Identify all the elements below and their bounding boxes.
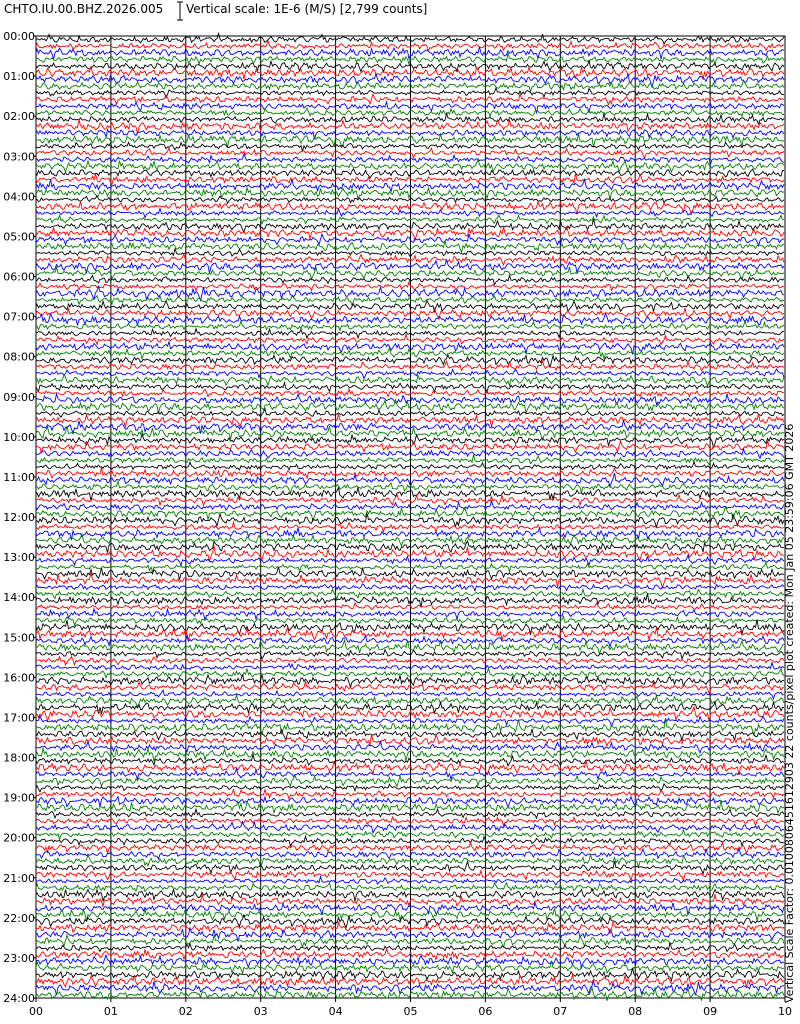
x-tick-label: 03 xyxy=(253,1005,268,1018)
x-tick-label: 07 xyxy=(553,1005,568,1018)
y-tick-label: 24:00 xyxy=(3,992,35,1005)
x-tick-label: 09 xyxy=(703,1005,718,1018)
y-tick-label: 15:00 xyxy=(3,631,35,645)
y-tick-label: 10:00 xyxy=(3,430,35,444)
y-tick-label: 11:00 xyxy=(3,470,35,484)
y-tick-label: 20:00 xyxy=(3,831,35,845)
x-tick-label: 08 xyxy=(628,1005,643,1018)
x-tick-label: 06 xyxy=(478,1005,493,1018)
y-tick-label: 17:00 xyxy=(3,711,35,725)
y-tick-label: 21:00 xyxy=(3,871,35,885)
x-tick-label: 04 xyxy=(328,1005,343,1018)
y-tick-label: 14:00 xyxy=(3,591,35,605)
y-tick-label: 12:00 xyxy=(3,511,35,524)
x-tick-label: 02 xyxy=(178,1005,193,1018)
y-tick-label: 18:00 xyxy=(3,751,35,765)
y-tick-label: 09:00 xyxy=(3,390,35,404)
x-tick-label: 01 xyxy=(103,1005,118,1018)
vertical-scale-factor-note: Vertical Scale Factor: 0.0100806451612903 22 counts/pixel plot created: Mon Jan 05 23:59:06 GMT 2026 xyxy=(783,423,796,1003)
y-tick-label: 03:00 xyxy=(3,150,35,164)
y-tick-label: 08:00 xyxy=(3,350,35,364)
y-tick-label: 05:00 xyxy=(3,230,35,244)
y-tick-label: 07:00 xyxy=(3,310,35,324)
x-tick-label: 10 xyxy=(778,1005,792,1018)
y-tick-label: 22:00 xyxy=(3,911,35,925)
y-tick-label: 06:00 xyxy=(3,270,35,284)
vertical-scale-label: Vertical scale: 1E-6 (M/S) [2,799 counts] xyxy=(186,2,428,16)
y-tick-label: 02:00 xyxy=(3,110,35,124)
y-tick-label: 16:00 xyxy=(3,671,35,685)
y-tick-label: 04:00 xyxy=(3,190,35,204)
y-tick-label: 19:00 xyxy=(3,791,35,805)
x-tick-label: 05 xyxy=(403,1005,418,1018)
station-label: CHTO.IU.00.BHZ.2026.005 xyxy=(4,2,164,16)
x-tick-label: 00 xyxy=(29,1005,43,1018)
y-tick-label: 13:00 xyxy=(3,551,35,565)
y-tick-label: 23:00 xyxy=(3,951,35,965)
y-tick-label: 01:00 xyxy=(3,70,35,84)
y-tick-label: 00:00 xyxy=(3,30,35,43)
